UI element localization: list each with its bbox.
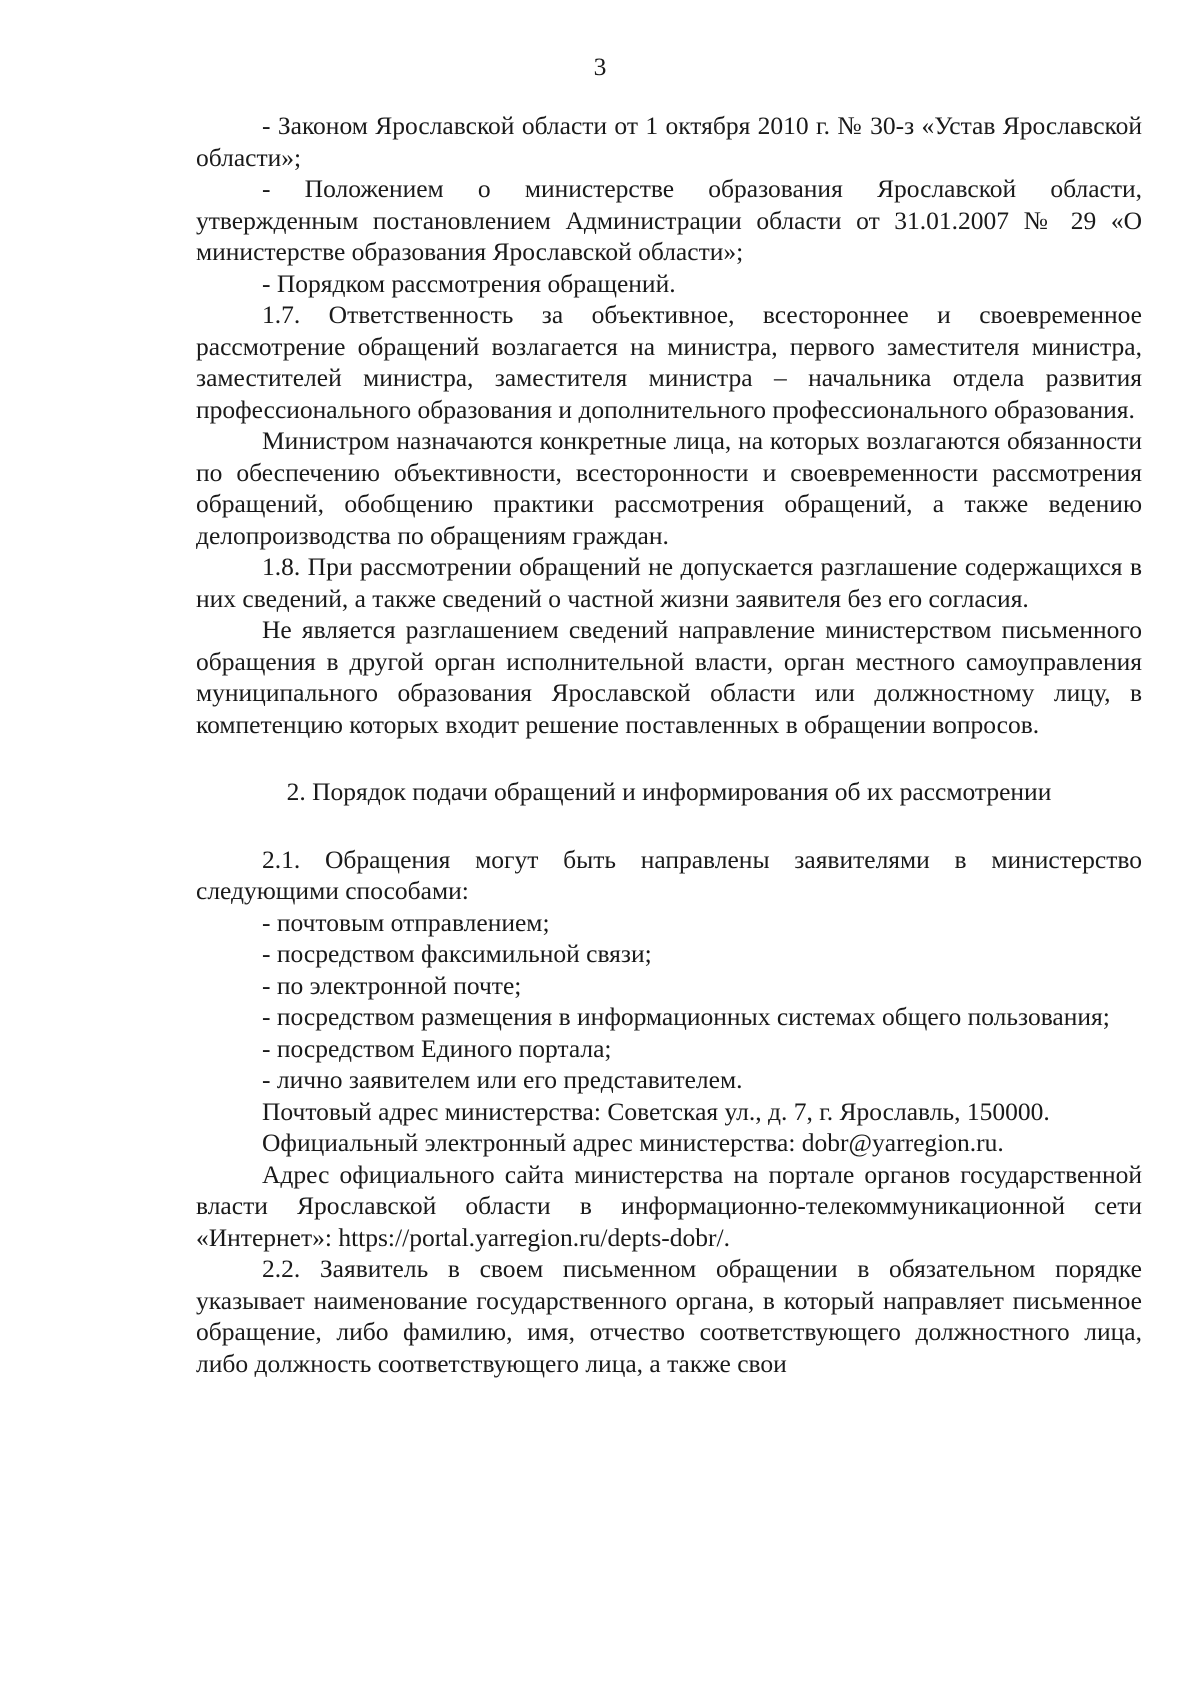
paragraph: 2.1. Обращения могут быть направлены заявителями в министерство следующими способами: [196,844,1142,905]
list-item: - лично заявителем или его представителем. [262,1065,743,1094]
paragraph: Министром назначаются конкретные лица, на которых возлагаются обязанности по обеспечению объективности, всесторонности и своевременности рассмотрения обращений, обобщению практики рассмотрения обращений, а также ведению делопроизводства по обращениям граждан. [196,426,1142,550]
section-heading: 2. Порядок подачи обращений и информирования об их рассмотрении [286,777,1052,806]
email-address: Официальный электронный адрес министерства: dobr@yarregion.ru. [262,1128,1004,1157]
list-item: - почтовым отправлением; [262,907,550,937]
list-item: - по электронной почте; [262,970,522,1000]
postal-address: Почтовый адрес министерства: Советская ул., д. 7, г. Ярославль, 150000. [262,1096,1050,1126]
paragraph: 1.7. Ответственность за объективное, всестороннее и своевременное рассмотрение обращений возлагается на министра, первого заместителя министра, заместителей министра, заместителя министра – начальника отдела развития профессионального образования и дополнительного профессионального образования. [196,300,1142,424]
paragraph: Не является разглашением сведений направление министерством письменного обращения в другой орган исполнительной власти, орган местного самоуправления муниципального образования Ярославской области или должностному лицу, в компетенцию которых входит решение поставленных в обращении вопросов. [196,615,1142,739]
paragraph: - Порядком рассмотрения обращений. [262,268,676,298]
paragraph: 2.2. Заявитель в своем письменном обращении в обязательном порядке указывает наименование государственного органа, в который направляет письменное обращение, либо фамилию, имя, отчество соответствующего должностного лица, либо должность соответствующего лица, а также свои [196,1254,1142,1378]
website-address: Адрес официального сайта министерства на портале органов государственной власти Ярославской области в информационно-телекоммуникационной сети «Интернет»: https://portal.yarregion.ru/depts-dobr/. [196,1159,1142,1252]
list-item: - посредством Единого портала; [262,1033,612,1063]
list-item: - посредством факсимильной связи; [262,939,652,968]
paragraph: - Законом Ярославской области от 1 октября 2010 г. № 30-з «Устав Ярославской области»; [196,111,1142,172]
list-item: - посредством размещения в информационных системах общего пользования; [262,1002,1110,1031]
page-number: 3 [593,52,607,81]
paragraph: - Положением о министерстве образования Ярославской области, утвержденным постановлением Администрации области от 31.01.2007 № 29 «О министерстве образования Ярославской области»; [196,174,1142,266]
document-body [196,110,1142,1379]
paragraph: 1.8. При рассмотрении обращений не допускается разглашение содержащихся в них сведений, а также сведений о частной жизни заявителя без его согласия. [196,552,1142,613]
